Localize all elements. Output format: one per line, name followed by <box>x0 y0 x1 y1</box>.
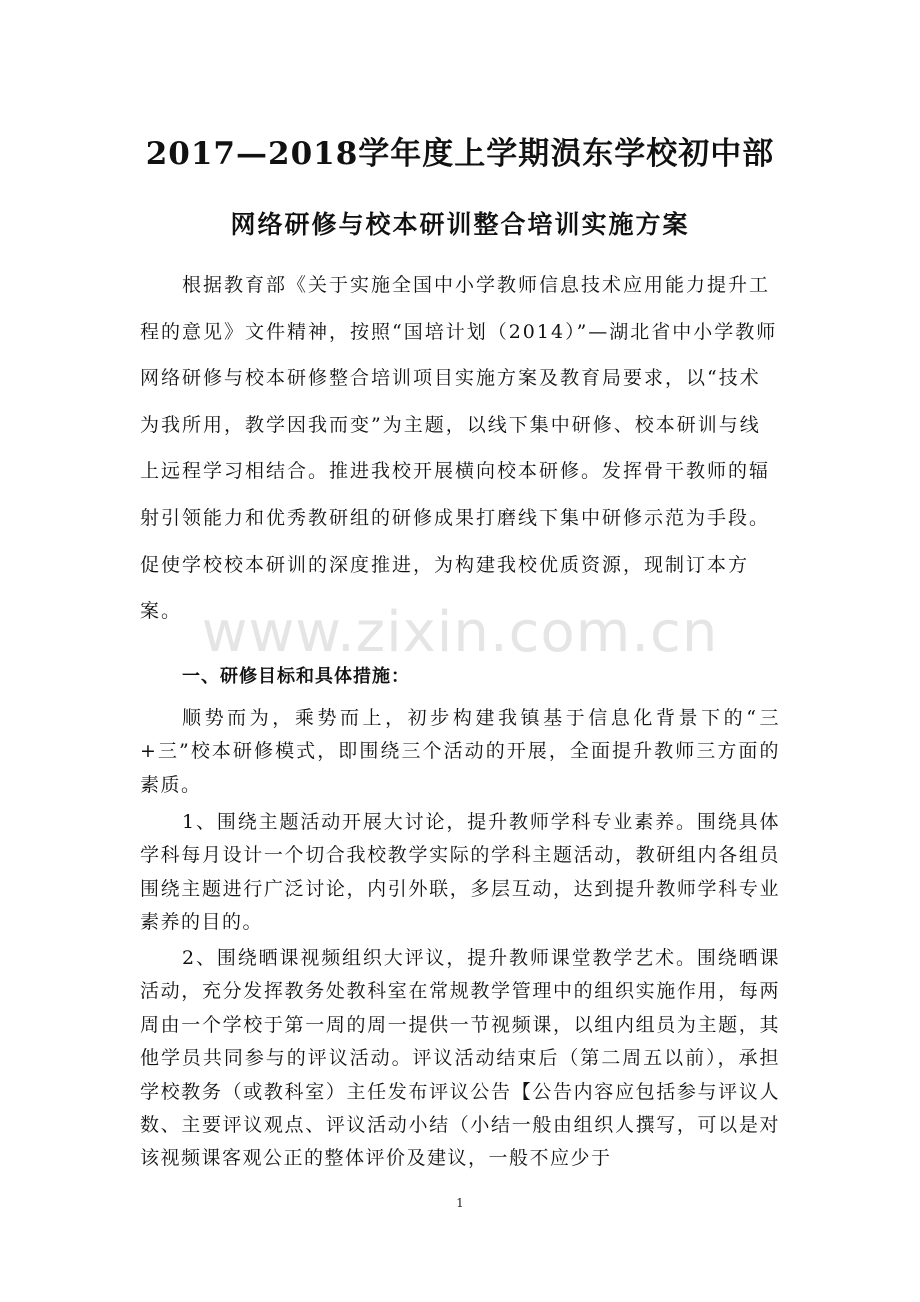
paragraph-goal: 顺势而为，乘势而上，初步构建我镇基于信息化背景下的“三+三”校本研修模式，即围绕三个活动的开展，全面提升教师三方面的素质。 <box>140 707 780 796</box>
section-heading: 一、研修目标和具体措施： <box>182 666 410 687</box>
paragraph-measure-1: 1、围绕主题活动开展大讨论，提升教师学科专业素养。围绕具体学科每月设计一个切合我校教学实际的学科主题活动，教研组内各组员围绕主题进行广泛讨论，内引外联，多层互动，达到提升教师学科专业素养的目的。 <box>140 811 780 934</box>
paragraph-intro: 根据教育部《关于实施全国中小学教师信息技术应用能力提升工程的意见》文件精神，按照“国培计划（2014）”—湖北省中小学教师网络研修与校本研修整合培训项目实施方案及教育局要求，以“技术为我所用，教学因我而变”为主题，以线下集中研修、校本研训与线上远程学习相结合。推进我校开展横向校本研修。发挥骨干教师的辐射引领能力和优秀教研组的研修成果打磨线下集中研修示范为手段。促使学校校本研训的深度推进，为构建我校优质资源，现制订本方案。 <box>140 274 778 623</box>
page-number: 1 <box>456 1196 464 1210</box>
document-subtitle: 网络研修与校本研训整合培训实施方案 <box>230 210 690 239</box>
paragraph-measure-2: 2、围绕晒课视频组织大评议，提升教师课堂教学艺术。围绕晒课活动，充分发挥教务处教科室在常规教学管理中的组织实施作用，每两周由一个学校于第一周的周一提供一节视频课，以组内组员为主题，其他学员共同参与的评议活动。评议活动结束后（第二周五以前），承担学校教务（或教科室）主任发布评议公告【公告内容应包括参与评议人数、主要评议观点、评议活动小结（小结一般由组织人撰写，可以是对该视频课客观公正的整体评价及建议，一般不应少于 <box>140 947 780 1170</box>
watermark: www.zixin.com.cn <box>201 600 719 665</box>
document-title: 2017—2018学年度上学期涢东学校初中部 <box>145 136 775 172</box>
